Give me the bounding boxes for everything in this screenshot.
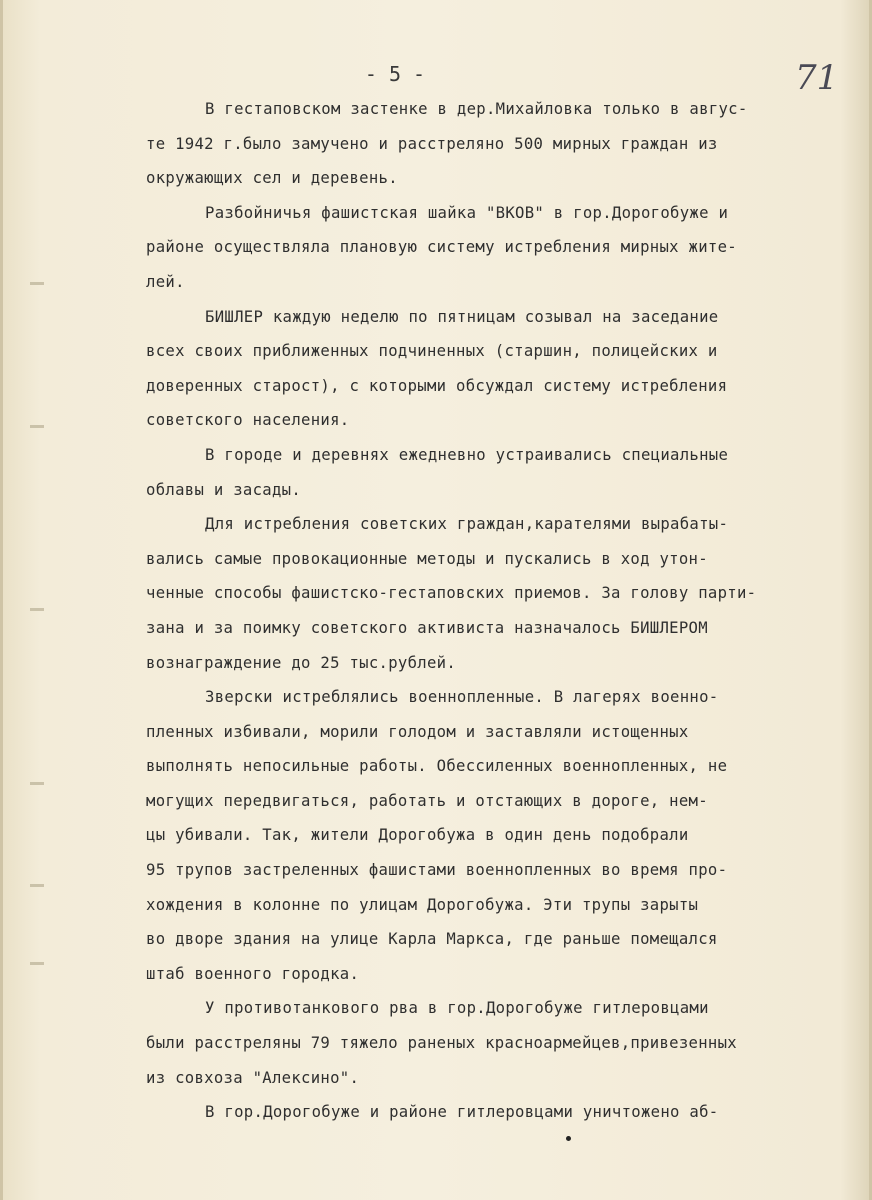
text-line: Разбойничья фашистская шайка "ВКОВ" в гор.Дорогобуже и: [205, 203, 729, 222]
text-line: вались самые провокационные методы и пускались в ход утон-: [146, 549, 708, 568]
left-page-edge: [0, 0, 3, 1200]
text-line: окружающих сел и деревень.: [146, 169, 398, 188]
text-line: У противотанкового рва в гор.Дорогобуже гитлеровцами: [205, 999, 709, 1018]
text-line: те 1942 г.было замучено и расстреляно 500 мирных граждан из: [146, 134, 718, 153]
text-line: 95 трупов застреленных фашистами военнопленных во время про-: [146, 861, 728, 880]
text-line: пленных избивали, морили голодом и заставляли истощенных: [146, 722, 689, 741]
text-line: выполнять непосильные работы. Обессиленных военнопленных, не: [146, 757, 728, 776]
text-line: В городе и деревнях ежедневно устраивались специальные: [205, 445, 729, 464]
text-line: цы убивали. Так, жители Дорогобужа в один день подобрали: [146, 826, 689, 845]
text-line: из совхоза "Алексино".: [146, 1068, 360, 1087]
text-line: Для истребления советских граждан,карателями вырабаты-: [205, 515, 729, 534]
text-line: зана и за поимку советского активиста назначалось БИШЛЕРОМ: [146, 618, 708, 637]
margin-mark: [30, 282, 44, 285]
text-line: облавы и засады.: [146, 480, 302, 499]
text-line: были расстреляны 79 тяжело раненых красноармейцев,привезенных: [146, 1034, 737, 1053]
text-line: всех своих приближенных подчиненных (старшин, полицейских и: [146, 342, 718, 361]
margin-mark: [30, 884, 44, 887]
text-line: штаб военного городка.: [146, 964, 360, 983]
text-line: БИШЛЕР каждую неделю по пятницам созывал на заседание: [205, 307, 719, 326]
text-line: могущих передвигаться, работать и отстающих в дороге, нем-: [146, 791, 708, 810]
margin-mark: [30, 425, 44, 428]
text-line: районе осуществляла плановую систему истребления мирных жите-: [146, 238, 737, 257]
page-number: - 5 -: [364, 62, 426, 86]
text-line: Зверски истреблялись военнопленные. В лагерях военно-: [205, 688, 719, 707]
text-line: доверенных старост), с которыми обсуждал систему истребления: [146, 376, 728, 395]
margin-mark: [30, 782, 44, 785]
typed-text-body: [146, 92, 851, 1130]
text-line: хождения в колонне по улицам Дорогобужа. Эти трупы зарыты: [146, 895, 699, 914]
margin-mark: [30, 608, 44, 611]
text-line: В гестаповском застенке в дер.Михайловка только в авгус-: [205, 100, 748, 118]
text-line: во дворе здания на улице Карла Маркса, где раньше помещался: [146, 930, 718, 949]
text-line: советского населения.: [146, 411, 350, 430]
ink-dot: [566, 1136, 571, 1141]
text-line: В гор.Дорогобуже и районе гитлеровцами уничтожено аб-: [205, 1103, 719, 1122]
margin-mark: [30, 962, 44, 965]
text-line: ченные способы фашистско-гестаповских приемов. За голову парти-: [146, 584, 757, 603]
text-line: лей.: [146, 272, 185, 291]
text-line: вознаграждение до 25 тыс.рублей.: [146, 653, 457, 672]
handwritten-page-number: 71: [795, 58, 839, 98]
